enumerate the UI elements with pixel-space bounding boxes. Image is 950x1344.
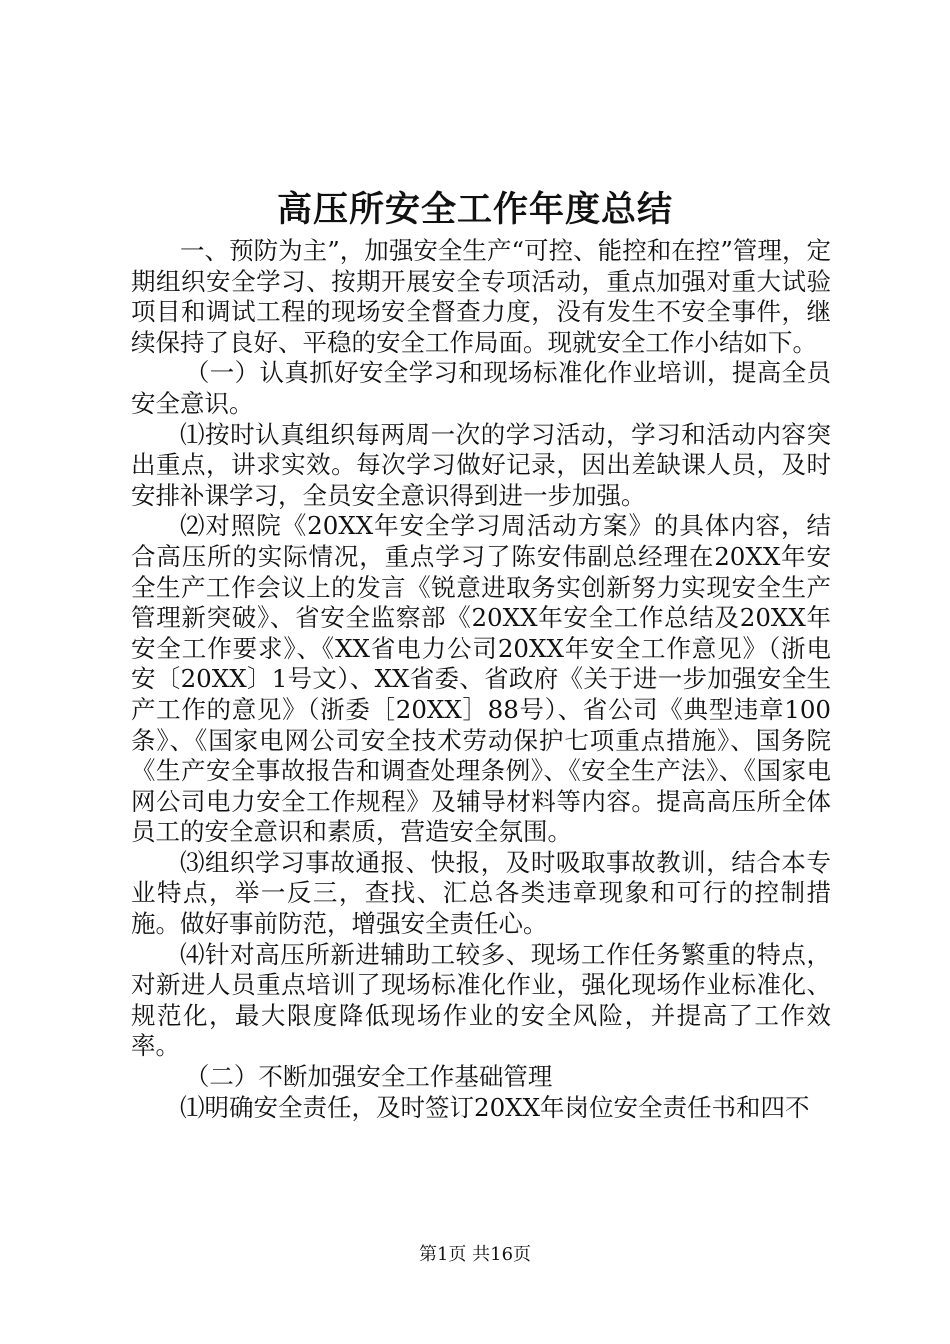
paragraph-item-4: ⑷针对高压所新进辅助工较多、现场工作任务繁重的特点，对新进人员重点培训了现场标准化作业，强化现场作业标准化、规范化，最大限度降低现场作业的安全风险，并提高了工作效率。 (131, 939, 831, 1061)
document-title: 高压所安全工作年度总结 (276, 189, 673, 230)
paragraph-item-2: ⑵对照院《20XX年安全学习周活动方案》的具体内容，结合高压所的实际情况，重点学习了陈安伟副总经理在20XX年安全生产工作会议上的发言《锐意进取务实创新努力实现安全生产管理新突破》、省安全监察部《20XX年安全工作总结及20XX年安全工作要求》、《XX省电力公司20XX年安全工作意见》（浙电安〔20XX〕1号文）、XX省委、省政府《关于进一步加强安全生产工作的意见》（浙委［20XX］88号）、省公司《典型违章100条》、《国家电网公司安全技术劳动保护七项重点措施》、国务院《生产安全事故报告和调查处理条例》、《安全生产法》、《国家电网公司电力安全工作规程》及辅导材料等内容。提高高压所全体员工的安全意识和素质，营造安全氛围。 (131, 511, 831, 847)
paragraph-section-2-item-1: ⑴明确安全责任，及时签订20XX年岗位安全责任书和四不 (180, 1092, 810, 1122)
page-number-footer: 第1页 共16页 (418, 1244, 532, 1265)
document-body (131, 236, 831, 1123)
paragraph-item-3: ⑶组织学习事故通报、快报，及时吸取事故教训，结合本专业特点，举一反三，查找、汇总各类违章现象和可行的控制措施。做好事前防范，增强安全责任心。 (131, 847, 831, 939)
paragraph-section-2-heading: （二）不断加强安全工作基础管理 (184, 1062, 553, 1092)
paragraph-section-1-heading: （一）认真抓好安全学习和现场标准化作业培训，提高全员安全意识。 (131, 358, 831, 418)
paragraph-intro: 一、预防为主”，加强安全生产“可控、能控和在控”管理，定期组织安全学习、按期开展安全专项活动，重点加强对重大试验项目和调试工程的现场安全督查力度，没有发生不安全事件，继续保持了良好、平稳的安全工作局面。现就安全工作小结如下。 (131, 236, 831, 357)
paragraph-item-1: ⑴按时认真组织每两周一次的学习活动，学习和活动内容突出重点，讲求实效。每次学习做好记录，因出差缺课人员，及时安排补课学习，全员安全意识得到进一步加强。 (131, 419, 831, 510)
